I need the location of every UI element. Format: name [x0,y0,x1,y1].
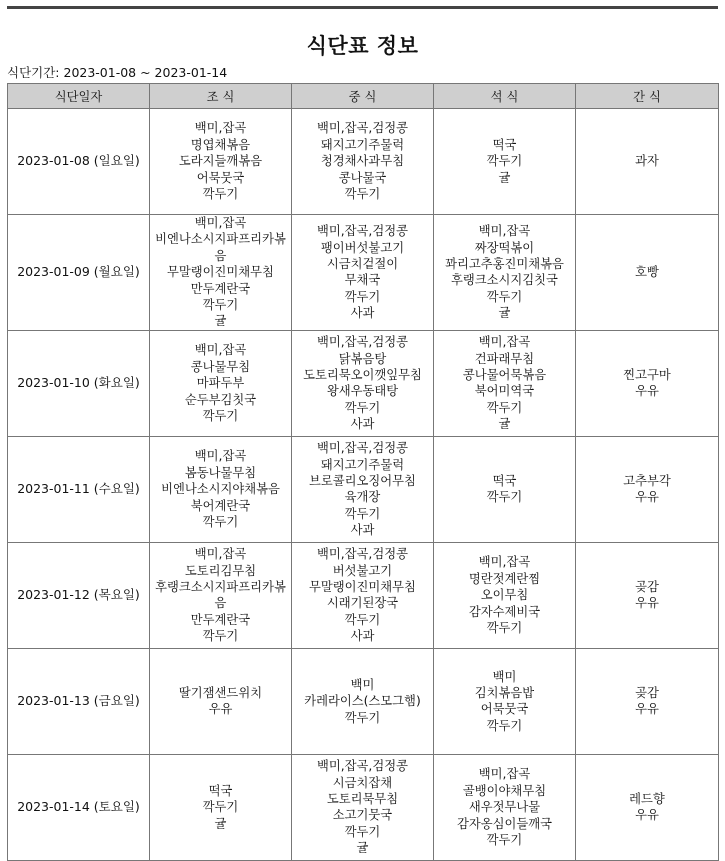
menu-item: 깍두기 [344,400,381,415]
menu-item: 감자옹심이들깨국 [456,816,553,831]
snack-cell [576,436,719,542]
menu-item: 깍두기 [202,514,239,529]
menu-item: 귤 [498,170,511,185]
menu-item: 우유 [635,384,659,399]
menu-item: 명엽채볶음 [190,137,251,152]
page-title: 식단표 정보 [306,34,419,58]
menu-item: 무말랭이진미채무침 [167,265,274,280]
menu-item: 시금치겉절이 [326,257,399,272]
menu-item: 골뱅이야채무침 [462,783,547,798]
snack-cell [576,109,719,215]
menu-item: 오이무침 [480,588,529,603]
menu-item: 무채국 [344,273,381,288]
menu-item: 시래기된장국 [326,596,399,611]
breakfast-cell [150,330,292,436]
menu-item: 사과 [350,417,375,432]
menu-item: 무말랭이진미채무침 [309,579,416,594]
menu-item: 돼지고기주물럭 [320,137,405,152]
menu-item: 깍두기 [486,718,523,733]
menu-item: 만두계란국 [190,281,251,296]
menu-item: 북어계란국 [190,498,251,513]
date-cell: 2023-01-14 (토요일) [8,754,150,860]
dinner-cell [434,648,576,754]
menu-item: 짜장떡볶이 [474,240,535,255]
menu-item: 귤 [498,306,511,321]
menu-item: 떡국 [492,137,517,152]
menu-item: 콩나물무침 [190,359,251,374]
menu-item: 왕새우동태탕 [326,384,399,399]
date-cell: 2023-01-12 (목요일) [8,542,150,648]
menu-item: 버섯불고기 [332,563,393,578]
table-row [8,754,719,860]
lunch-cell [292,648,434,754]
top-divider [7,6,718,9]
menu-item: 브로콜리오징어무침 [309,473,416,488]
menu-item: 비엔나소시지파프리카볶음 [155,232,286,263]
dinner-cell [434,436,576,542]
menu-item: 귤 [356,841,369,856]
menu-item: 깍두기 [344,187,381,202]
menu-item: 우유 [635,808,659,823]
menu-item: 어묵뭇국 [196,170,245,185]
lunch-cell [292,109,434,215]
meal-period: 식단기간: 2023-01-08 ~ 2023-01-14 [7,65,228,80]
menu-item: 사과 [350,306,375,321]
menu-item: 도라지들깨볶음 [178,154,263,169]
breakfast-cell [150,215,292,331]
menu-item: 깍두기 [486,620,523,635]
menu-item: 찐고구마 [623,367,671,382]
menu-item: 김치볶음밥 [474,685,535,700]
menu-item: 백미,잡곡 [194,449,247,464]
lunch-cell [292,754,434,860]
menu-item: 시금치잡채 [332,775,393,790]
menu-item: 깍두기 [344,506,381,521]
menu-item: 사과 [350,523,375,538]
menu-item: 깍두기 [202,629,239,644]
menu-item: 곶감 [635,579,659,594]
menu-item: 귤 [214,816,227,831]
menu-item: 콩나물어묵볶음 [462,367,547,382]
menu-item: 고추부각 [623,473,671,488]
menu-item: 백미,잡곡 [194,121,247,136]
snack-cell [576,648,719,754]
menu-item: 깍두기 [202,187,239,202]
dinner-cell [434,330,576,436]
table-row [8,648,719,754]
menu-item: 백미,잡곡 [194,216,247,230]
header-snack: 간 식 [576,84,719,109]
breakfast-cell [150,754,292,860]
menu-item: 사과 [350,629,375,644]
table-body [8,109,719,861]
menu-item: 곶감 [635,685,659,700]
date-cell: 2023-01-11 (수요일) [8,436,150,542]
lunch-cell [292,436,434,542]
header-breakfast: 조 식 [150,84,292,109]
menu-item: 우유 [208,702,233,717]
menu-item: 닭볶음탕 [338,351,387,366]
menu-item: 백미,잡곡,검정콩 [317,759,408,774]
date-cell: 2023-01-08 (일요일) [8,109,150,215]
menu-item: 도토리묵오이깻잎무침 [303,367,422,382]
menu-item: 깍두기 [486,289,523,304]
menu-item: 순두부김칫국 [184,392,257,407]
menu-item: 마파두부 [196,376,245,391]
dinner-cell [434,754,576,860]
lunch-cell [292,330,434,436]
menu-item: 건파래무침 [474,351,535,366]
table-header-row [8,84,719,109]
menu-item: 깍두기 [344,710,381,725]
meal-table [7,83,719,861]
menu-item: 백미 [350,677,375,692]
date-cell: 2023-01-09 (월요일) [8,215,150,331]
menu-item: 청경채사과무침 [320,154,405,169]
menu-item: 레드향 [629,791,665,806]
menu-item: 감자수제비국 [468,604,541,619]
snack-cell [576,215,719,331]
menu-item: 카레라이스(스모그햄) [304,694,421,709]
header-date: 식단일자 [8,84,150,109]
menu-item: 깍두기 [202,408,239,423]
menu-item: 우유 [635,702,659,717]
menu-item: 소고기뭇국 [332,808,393,823]
date-cell: 2023-01-10 (화요일) [8,330,150,436]
table-row [8,542,719,648]
menu-item: 백미,잡곡,검정콩 [317,335,408,350]
menu-item: 백미,잡곡 [478,555,531,570]
menu-item: 명란젓계란찜 [468,571,541,586]
menu-item: 깍두기 [202,800,239,815]
menu-item: 백미 [492,669,517,684]
menu-item: 떡국 [492,473,517,488]
menu-item: 백미,잡곡 [194,343,247,358]
menu-item: 북어미역국 [474,384,535,399]
lunch-cell [292,542,434,648]
header-dinner: 석 식 [434,84,576,109]
menu-item: 백미,잡곡 [194,547,247,562]
menu-item: 백미,잡곡 [478,767,531,782]
menu-item: 꽈리고추홍진미채볶음 [445,257,564,272]
menu-item: 백미,잡곡,검정콩 [317,441,408,456]
menu-item: 딸기잼샌드위치 [178,685,263,700]
table-row [8,215,719,331]
menu-item: 호빵 [635,265,659,280]
menu-item: 만두계란국 [190,612,251,627]
menu-item: 돼지고기주물럭 [320,457,405,472]
snack-cell [576,542,719,648]
menu-item: 백미,잡곡,검정콩 [317,121,408,136]
menu-item: 깍두기 [486,490,523,505]
menu-item: 백미,잡곡 [478,224,531,239]
menu-item: 귤 [498,417,511,432]
breakfast-cell [150,542,292,648]
breakfast-cell [150,436,292,542]
menu-item: 깍두기 [344,289,381,304]
menu-item: 비엔나소시지야채볶음 [161,482,280,497]
menu-item: 어묵뭇국 [480,702,529,717]
lunch-cell [292,215,434,331]
menu-item: 봄동나물무침 [184,465,257,480]
menu-item: 귤 [214,314,227,329]
menu-item: 깍두기 [344,824,381,839]
table-row [8,436,719,542]
menu-item: 백미,잡곡,검정콩 [317,224,408,239]
menu-item: 육개장 [344,490,381,505]
menu-item: 후랭크소시지파프리카볶음 [155,579,286,611]
snack-cell [576,754,719,860]
menu-item: 백미,잡곡 [478,335,531,350]
breakfast-cell [150,648,292,754]
menu-item: 백미,잡곡,검정콩 [317,547,408,562]
menu-item: 콩나물국 [338,170,387,185]
menu-item: 깍두기 [344,612,381,627]
menu-item: 우유 [635,490,659,505]
header-lunch: 중 식 [292,84,434,109]
menu-item: 깍두기 [486,832,523,847]
dinner-cell [434,542,576,648]
menu-item: 과자 [635,154,659,169]
breakfast-cell [150,109,292,215]
dinner-cell [434,215,576,331]
menu-item: 새우젓무나물 [468,800,541,815]
menu-item: 우유 [635,596,659,611]
menu-item: 깍두기 [486,154,523,169]
menu-item: 깍두기 [486,400,523,415]
menu-item: 도토리묵무침 [326,791,399,806]
table-row [8,109,719,215]
dinner-cell [434,109,576,215]
snack-cell [576,330,719,436]
menu-item: 깍두기 [202,298,239,313]
menu-item: 팽이버섯불고기 [320,240,405,255]
table-row [8,330,719,436]
menu-item: 떡국 [208,783,233,798]
menu-item: 도토리김무침 [184,563,257,578]
date-cell: 2023-01-13 (금요일) [8,648,150,754]
menu-item: 후랭크소시지김칫국 [451,273,558,288]
